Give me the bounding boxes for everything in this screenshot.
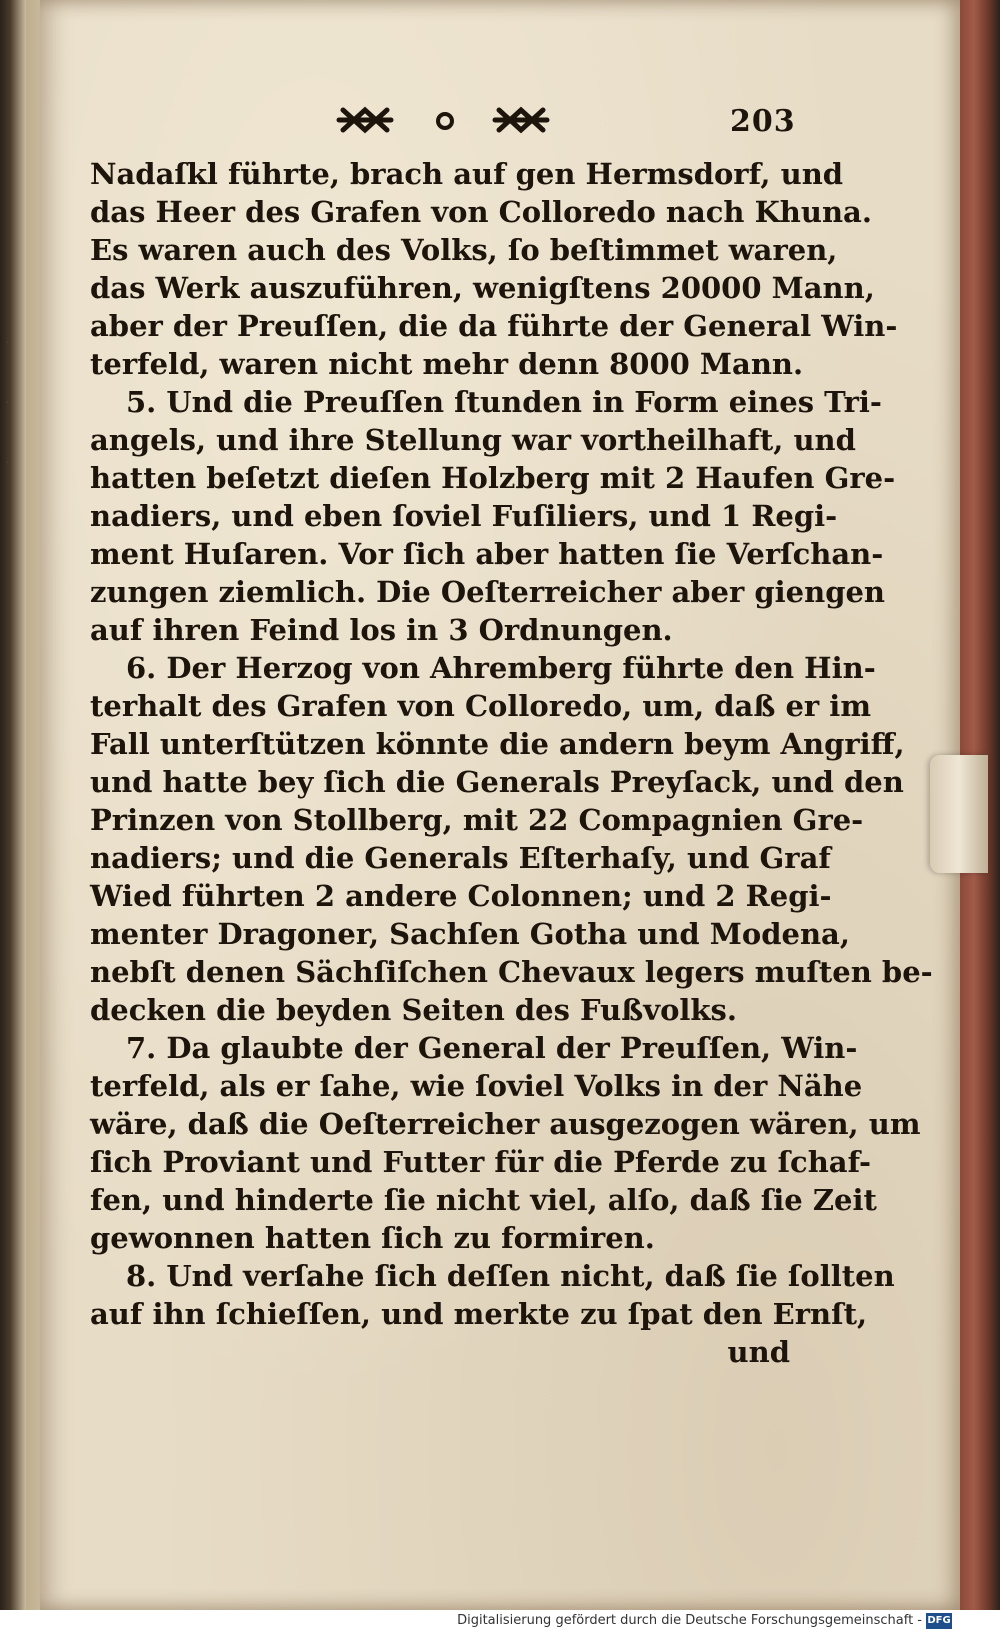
dfg-logo-icon: DFG	[926, 1613, 952, 1629]
text-line: angels, und ihre Stellung war vortheilhaft, und	[90, 423, 856, 457]
text-line: ment Huſaren. Vor ſich aber hatten ſie Verſchan-	[90, 537, 884, 571]
text-line: Wied führten 2 andere Colonnen; und 2 Regi-	[90, 879, 832, 913]
text-line: decken die beyden Seiten des Fußvolks.	[90, 993, 737, 1027]
text-line: fen, und hinderte ſie nicht viel, alſo, daß ſie Zeit	[90, 1183, 877, 1217]
text-line: zungen ziemlich. Die Oeſterreicher aber giengen	[90, 575, 886, 609]
text-line: auf ihn ſchieſſen, und merkte zu ſpat den Ernſt,	[90, 1297, 868, 1331]
text-line: terhalt des Grafen von Colloredo, um, daß er im	[90, 689, 872, 723]
text-line: 7. Da glaubte der General der Preuſſen, Win-	[126, 1031, 858, 1065]
page-number: 203	[730, 104, 796, 139]
text-line: hatten beſetzt dieſen Holzberg mit 2 Haufen Gre-	[90, 461, 896, 495]
running-header	[90, 98, 796, 148]
text-line: terfeld, als er ſahe, wie ſoviel Volks in der Nähe	[90, 1069, 863, 1103]
text-line: gewonnen hatten ſich zu formiren.	[90, 1221, 655, 1255]
text-line: Es waren auch des Volks, ſo beſtimmet waren,	[90, 233, 838, 267]
text-line: Fall unterſtützen könnte die andern beym Angriff,	[90, 727, 905, 761]
text-line: 8. Und verſahe ſich deſſen nicht, daß ſie ſollten	[126, 1259, 895, 1293]
text-line: menter Dragoner, Sachſen Gotha und Modena,	[90, 917, 850, 951]
text-line: Prinzen von Stollberg, mit 22 Compagnien Gre-	[90, 803, 864, 837]
text-line: das Werk auszuführen, wenigſtens 20000 Mann,	[90, 271, 875, 305]
facing-page-bleed-marks: · · ·	[4, 330, 11, 474]
text-line: aber der Preuſſen, die da führte der General Win-	[90, 309, 898, 343]
text-line: 5. Und die Preuſſen ſtunden in Form eines Tri-	[126, 385, 882, 419]
catchword: und	[727, 1335, 790, 1369]
text-line: auf ihren Feind los in 3 Ordnungen.	[90, 613, 673, 647]
book-spine-edge	[0, 0, 26, 1635]
text-line: das Heer des Grafen von Colloredo nach Khuna.	[90, 195, 872, 229]
text-line: terfeld, waren nicht mehr denn 8000 Mann.	[90, 347, 804, 381]
body-text	[90, 155, 933, 1371]
text-line: und hatte bey ſich die Generals Preyſack, und den	[90, 765, 904, 799]
header-ornament-icon	[335, 100, 555, 142]
text-line: nadiers, und eben ſoviel Fuſiliers, und 1 Regi-	[90, 499, 838, 533]
text-line: nadiers; und die Generals Eſterhaſy, und Graf	[90, 841, 831, 875]
text-line: Nadaſkl führte, brach auf gen Hermsdorf, und	[90, 157, 844, 191]
text-line: nebſt denen Sächſiſchen Chevaux legers muſten be-	[90, 955, 933, 989]
text-line: wäre, daß die Oeſterreicher ausgezogen wären, um	[90, 1107, 921, 1141]
text-line: ſich Proviant und Futter für die Pferde zu ſchaf-	[90, 1145, 872, 1179]
digitization-credit: Digitalisierung gefördert durch die Deutsche Forschungsgemeinschaft -	[457, 1613, 922, 1628]
text-line: 6. Der Herzog von Ahremberg führte den Hin-	[126, 651, 876, 685]
page-clip	[930, 755, 988, 873]
